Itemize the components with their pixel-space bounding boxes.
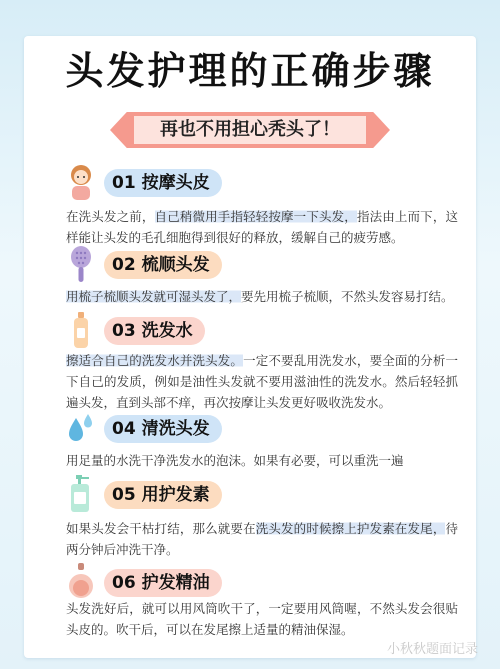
step-06-label: 护发精油 xyxy=(141,573,210,593)
step-04-text xyxy=(66,450,458,471)
step-06-text xyxy=(66,598,458,640)
step-05-header xyxy=(66,470,266,520)
step-01-text-post: 指法由上而下，这样能让头发的毛孔细胞得到很好的释放，缓解自己的疲劳感。 xyxy=(66,209,458,245)
step-05-text xyxy=(66,518,458,560)
watermark xyxy=(387,638,478,657)
step-05-text-pre: 如果头发会干枯打结，那么就要在 xyxy=(66,521,256,536)
page-title: 头发护理的正确步骤 xyxy=(65,49,435,93)
step-04-text-post: 用足量的水洗干净洗发水的泡沫。如果有必要，可以重洗一遍 xyxy=(66,453,404,468)
step-05-pill xyxy=(104,481,222,509)
step-06-pill xyxy=(104,569,222,597)
step-02-number: 02 xyxy=(112,255,136,275)
step-05-text-post: 待两分钟后冲洗干净。 xyxy=(66,521,458,557)
step-04-number: 04 xyxy=(112,419,136,439)
step-05-number: 05 xyxy=(112,485,136,505)
step-05-label: 用护发素 xyxy=(141,485,210,505)
subtitle-banner xyxy=(110,112,390,148)
step-05-text-highlight: 洗头发的时候擦上护发素在发尾， xyxy=(255,521,446,536)
step-02-pill xyxy=(104,251,222,279)
step-01-header xyxy=(66,158,266,208)
step-06-text-pre: 头发洗好后，就可以用风筒吹干了，一定要用风筒喔，不然头发会很贴头皮的。吹干后，可以在发尾擦上适量的精油保湿。 xyxy=(66,601,458,637)
comb-icon xyxy=(66,244,96,284)
shampoo-bottle-icon xyxy=(66,310,96,350)
step-01-pill xyxy=(104,169,222,197)
step-02-text xyxy=(66,286,458,307)
step-04-pill xyxy=(104,415,222,443)
step-01-text-pre: 在洗头发之前， xyxy=(66,209,155,224)
person-icon xyxy=(66,162,96,202)
step-01-label: 按摩头皮 xyxy=(141,173,210,193)
step-03-text-highlight: 擦适合自己的洗发水并洗头发。 xyxy=(66,353,244,368)
watermark-text: 小秋秋题面记录 xyxy=(386,642,478,657)
step-03-label: 洗发水 xyxy=(141,321,193,341)
step-04-label: 清洗头发 xyxy=(141,419,210,439)
step-03-header xyxy=(66,306,266,356)
conditioner-bottle-icon xyxy=(66,474,96,514)
step-04-header xyxy=(66,404,266,454)
step-01-number: 01 xyxy=(112,173,136,193)
step-03-number: 03 xyxy=(112,321,136,341)
step-02-text-highlight: 用梳子梳顺头发就可湿头发了， xyxy=(66,289,242,304)
step-02-label: 梳顺头发 xyxy=(141,255,210,275)
step-03-text-post: 一定不要乱用洗发水，要全面的分析一下自己的发质，例如是油性头发就不要用滋油性的洗发水。然后轻轻抓遍头发，直到头部不痒，再次按摩让头发更好吸收洗发水。 xyxy=(66,353,458,410)
step-02-header xyxy=(66,240,266,290)
step-06-number: 06 xyxy=(112,573,136,593)
step-03-pill xyxy=(104,317,205,345)
water-drops-icon xyxy=(66,408,96,448)
step-02-text-post: 要先用梳子梳顺，不然头发容易打结。 xyxy=(241,289,454,304)
step-01-text-highlight: 自己稍微用手指轻轻按摩一下头发， xyxy=(154,209,357,224)
oil-bottle-icon xyxy=(66,562,96,602)
subtitle-text: 再也不用担心秃头了！ xyxy=(160,119,340,140)
